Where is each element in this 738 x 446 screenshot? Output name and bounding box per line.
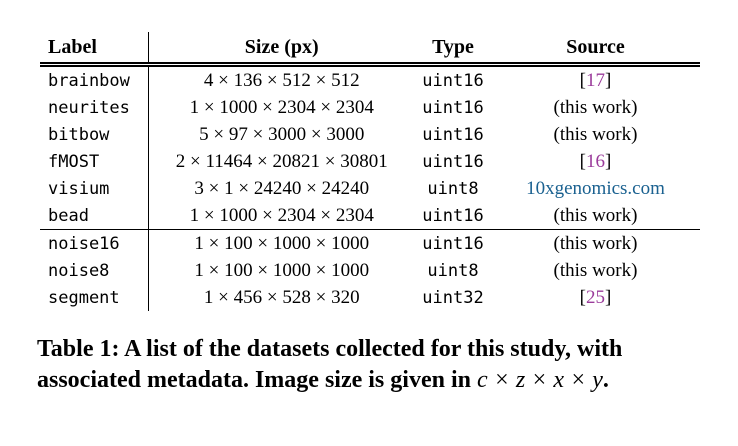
table-caption <box>37 334 713 396</box>
citation-bracket: [ <box>579 150 586 172</box>
caption-math: c × z × x × y <box>476 367 603 393</box>
size-cell: 1 × 1000 × 2304 × 2304 <box>189 96 374 118</box>
source-cell <box>491 121 700 148</box>
type-cell: uint8 <box>427 178 479 199</box>
type-cell: uint16 <box>422 124 484 145</box>
type-cell: uint32 <box>422 287 484 308</box>
citation-link[interactable]: 17 <box>586 69 605 91</box>
size-cell: 4 × 136 × 512 × 512 <box>203 69 360 91</box>
size-cell: 5 × 97 × 3000 × 3000 <box>199 123 365 145</box>
source-text: (this work) <box>553 232 638 254</box>
source-text: (this work) <box>553 96 638 118</box>
external-link[interactable]: 10xgenomics.com <box>526 177 665 199</box>
source-cell <box>491 257 700 284</box>
source-cell <box>491 65 700 95</box>
type-cell: uint16 <box>422 151 484 172</box>
citation-bracket: [ <box>579 69 586 91</box>
size-cell: 1 × 456 × 528 × 320 <box>203 286 360 308</box>
citation-link[interactable]: 25 <box>586 286 605 308</box>
label-cell: visium <box>40 175 148 202</box>
table-row <box>40 94 700 121</box>
header-source: Source <box>491 32 700 65</box>
source-cell <box>491 230 700 258</box>
table-row <box>40 202 700 230</box>
type-cell: uint16 <box>422 97 484 118</box>
label-cell: noise8 <box>40 257 148 284</box>
table-header-row <box>40 32 700 65</box>
citation-bracket: ] <box>605 150 612 172</box>
size-cell: 3 × 1 × 24240 × 24240 <box>194 177 370 199</box>
source-text: (this work) <box>553 123 638 145</box>
table-row <box>40 65 700 95</box>
type-cell: uint8 <box>427 260 479 281</box>
label-cell: fMOST <box>40 148 148 175</box>
caption-period: . <box>602 367 609 393</box>
table-row <box>40 121 700 148</box>
source-text: (this work) <box>553 204 638 226</box>
size-cell: 1 × 100 × 1000 × 1000 <box>194 259 370 281</box>
caption-line-2 <box>37 365 713 396</box>
source-cell <box>491 202 700 230</box>
citation-bracket: ] <box>605 286 612 308</box>
caption-text: associated metadata. Image size is given in <box>37 367 477 393</box>
source-text: (this work) <box>553 259 638 281</box>
label-cell: brainbow <box>40 65 148 95</box>
table-row <box>40 284 700 311</box>
caption-line-1: Table 1: A list of the datasets collected for this study, with <box>37 336 623 362</box>
datasets-table <box>40 32 700 311</box>
header-size: Size (px) <box>148 32 415 65</box>
citation-link[interactable]: 16 <box>586 150 605 172</box>
source-cell <box>491 175 700 202</box>
type-cell: uint16 <box>415 230 491 258</box>
size-cell: 2 × 11464 × 20821 × 30801 <box>175 150 388 172</box>
table-row <box>40 257 700 284</box>
source-cell <box>491 148 700 175</box>
source-cell <box>491 94 700 121</box>
label-cell: segment <box>40 284 148 311</box>
header-type: Type <box>415 32 491 65</box>
citation-bracket: [ <box>579 286 586 308</box>
type-cell: uint16 <box>422 70 484 91</box>
citation-bracket: ] <box>605 69 612 91</box>
size-cell: 1 × 100 × 1000 × 1000 <box>148 230 415 258</box>
table-row <box>40 230 700 258</box>
label-cell: bead <box>40 202 148 230</box>
size-cell: 1 × 1000 × 2304 × 2304 <box>189 204 374 226</box>
type-cell: uint16 <box>422 205 484 226</box>
source-cell <box>491 284 700 311</box>
table-row <box>40 175 700 202</box>
header-label: Label <box>40 32 148 65</box>
label-cell: bitbow <box>40 121 148 148</box>
label-cell: noise16 <box>40 230 148 258</box>
table-row <box>40 148 700 175</box>
label-cell: neurites <box>40 94 148 121</box>
